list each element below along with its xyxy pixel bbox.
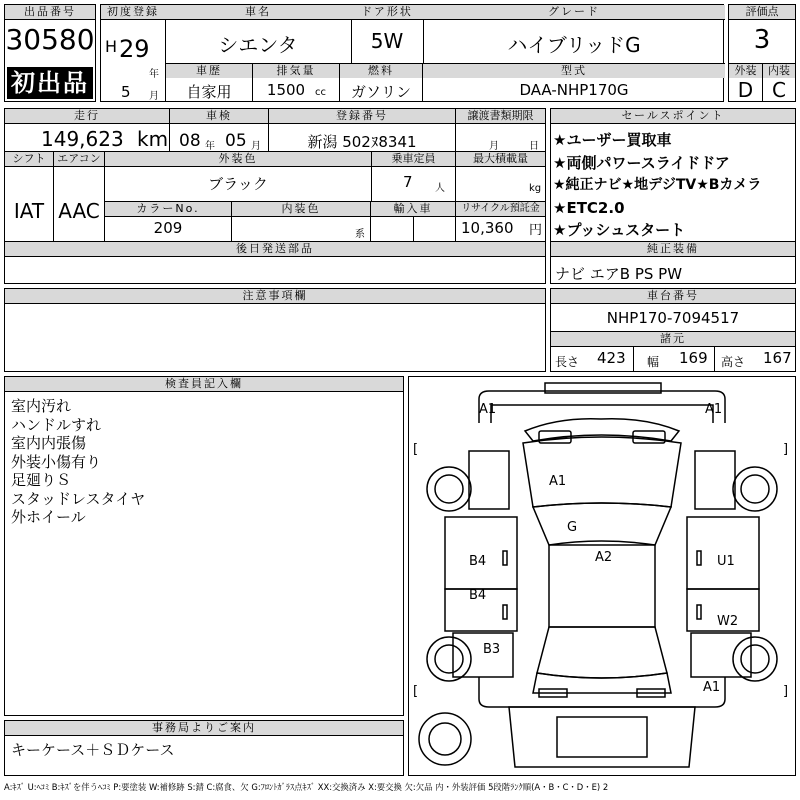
chassis-label: 車台番号 xyxy=(551,289,795,304)
bracket-left: [ xyxy=(413,442,419,457)
mark-left-front-door: B4 xyxy=(469,554,487,569)
height: 167 xyxy=(763,349,792,367)
year-unit: 年 xyxy=(149,69,159,80)
score-block xyxy=(728,4,796,102)
ac-label: エアコン xyxy=(54,152,104,166)
history: 自家用 xyxy=(186,83,232,101)
model: DAA-NHP170G xyxy=(519,81,629,99)
history-label: 車歴 xyxy=(166,64,252,78)
oem-equipment-label: 純正装備 xyxy=(551,242,795,257)
recycle-label: リサイクル預託金 xyxy=(456,202,545,216)
office-note: キーケース＋ＳＤケース xyxy=(11,741,175,759)
mark-rear-right: A1 xyxy=(703,680,721,695)
bracket-right: ] xyxy=(783,684,789,699)
sales-point-item: ★プッシュスタート xyxy=(553,221,686,239)
interior-label: 内装 xyxy=(763,64,795,78)
chassis-block xyxy=(550,288,796,372)
width-label: 幅 xyxy=(647,355,660,369)
capacity: 7 xyxy=(403,173,413,191)
mileage: 149,623 xyxy=(41,127,124,151)
inspector-note: 室内内張傷 xyxy=(11,434,87,452)
exterior-label: 外装 xyxy=(729,64,762,78)
shift: IAT xyxy=(13,199,45,223)
mark-roof: A2 xyxy=(595,550,613,565)
plate-label: 登録番号 xyxy=(269,109,455,123)
door-label: ドア形状 xyxy=(351,5,423,19)
inspector-note: 室内汚れ xyxy=(11,397,72,415)
load-label: 最大積載量 xyxy=(456,152,545,166)
sales-points-label: セールスポイント xyxy=(551,109,795,124)
later-parts-label: 後日発送部品 xyxy=(5,242,545,257)
notes-label: 注意事項欄 xyxy=(5,289,545,304)
bracket-left: [ xyxy=(413,684,419,699)
first-listing-badge: 初出品 xyxy=(7,67,93,99)
grade-label: グレード xyxy=(423,5,725,19)
wheel-rear-right xyxy=(733,637,777,681)
fuel: ガソリン xyxy=(350,83,411,101)
right-front-door-outline xyxy=(687,517,759,589)
first-reg-month: 5 xyxy=(121,83,131,101)
door-type: 5W xyxy=(370,29,404,53)
exterior-grade: D xyxy=(737,78,754,102)
wheel-front-right xyxy=(733,467,777,511)
transfer-label: 譲渡書類期限 xyxy=(456,109,545,123)
inspection-year: 08 xyxy=(179,131,201,151)
displacement-unit: cc xyxy=(315,87,326,98)
wheel-rear-left xyxy=(427,637,471,681)
mark-right-rear-door: W2 xyxy=(717,614,739,629)
inspector-notes xyxy=(11,397,145,527)
transfer-day-unit: 日 xyxy=(529,141,539,152)
sales-point-item: ★両側パワースライドドア xyxy=(553,153,730,172)
interior-grade: C xyxy=(772,78,786,102)
capacity-unit: 人 xyxy=(435,183,445,194)
inspector-note: 外ホイール xyxy=(11,508,86,526)
color-no-label: カラーNo. xyxy=(105,202,231,216)
car-name: シエンタ xyxy=(218,33,298,57)
grade: ハイブリッドG xyxy=(507,33,641,57)
sales-point-item: ★純正ナビ★地デジTV★Bカメラ xyxy=(553,177,762,193)
mark-front-left: A1 xyxy=(479,402,497,417)
int-color-label: 内装色 xyxy=(232,202,370,216)
mark-right-front-door: U1 xyxy=(717,554,735,569)
plate-number: 新潟 502ﾇ8341 xyxy=(307,133,417,151)
ext-color-label: 外装色 xyxy=(105,152,371,166)
main-header-table xyxy=(100,4,724,102)
era-prefix: H xyxy=(105,37,118,56)
color-no: 209 xyxy=(153,219,183,237)
inspector-block xyxy=(4,376,404,716)
inspection-label: 車検 xyxy=(170,109,268,123)
inspection-month: 05 xyxy=(225,131,247,151)
width: 169 xyxy=(679,349,708,367)
mark-windshield: G xyxy=(567,520,578,535)
month-unit: 月 xyxy=(149,91,159,102)
ext-color: ブラック xyxy=(208,175,268,193)
length: 423 xyxy=(597,349,626,367)
chassis-number: NHP170-7094517 xyxy=(606,309,740,327)
capacity-label: 乗車定員 xyxy=(372,152,455,166)
mark-hood: A1 xyxy=(549,474,567,489)
notes-block xyxy=(4,288,546,372)
mark-front-right: A1 xyxy=(705,402,723,417)
score-label: 評価点 xyxy=(729,5,795,19)
recycle-fee: 10,360 xyxy=(461,219,514,237)
office-block xyxy=(4,720,404,776)
lot-number-label: 出品番号 xyxy=(5,5,95,20)
car-name-label: 車名 xyxy=(165,5,351,19)
inspector-note: 足廻りＳ xyxy=(11,471,72,489)
dimensions-label: 諸元 xyxy=(551,332,795,347)
int-color-unit: 系 xyxy=(355,229,365,240)
sales-point-item: ★ユーザー買取車 xyxy=(553,131,672,149)
sales-points-block xyxy=(550,108,796,284)
mark-left-rear-door: B4 xyxy=(469,588,487,603)
model-label: 型式 xyxy=(423,64,725,78)
length-label: 長さ xyxy=(555,355,580,369)
import-label: 輸入車 xyxy=(371,202,455,216)
rear-window-outline xyxy=(537,627,667,678)
oem-equipment: ナビ エアB PS PW xyxy=(555,265,683,283)
lot-number: 30580 xyxy=(5,23,95,56)
sales-points-list xyxy=(553,129,797,242)
inspector-note: ハンドルすれ xyxy=(11,415,102,434)
spare-wheel xyxy=(419,713,471,765)
mileage-unit: km xyxy=(137,127,169,151)
damage-legend: A:ｷｽﾞ U:ﾍｺﾐ B:ｷｽﾞを伴うﾍｺﾐ P:要塗装 W:補修跡 S:錆 C:腐食、欠 G:ﾌﾛﾝﾄｶﾞﾗｽ点ｷｽﾞ XX:交換済み X:要交換 欠:欠品 内・外装評価 5段階ﾗﾝｸ順(A・B・C・D・E) 2 xyxy=(4,782,609,792)
shift-label: シフト xyxy=(5,152,53,166)
later-parts-block xyxy=(4,242,546,284)
sales-point-item: ★ETC2.0 xyxy=(553,198,625,217)
inspection-year-unit: 年 xyxy=(205,141,215,152)
car-diagram xyxy=(408,376,796,776)
mileage-label: 走行 xyxy=(5,109,169,123)
score: 3 xyxy=(753,25,771,55)
inspector-label: 検査員記入欄 xyxy=(5,377,403,392)
height-label: 高さ xyxy=(721,355,746,369)
front-bumper-outline xyxy=(479,391,725,423)
car-outline-svg xyxy=(409,377,795,775)
first-reg-year: 29 xyxy=(119,35,150,63)
inspection-month-unit: 月 xyxy=(251,141,261,152)
office-label: 事務局よりご案内 xyxy=(5,721,403,736)
bracket-right: ] xyxy=(783,442,789,457)
left-front-door-outline xyxy=(445,517,517,589)
displacement-label: 排気量 xyxy=(253,64,339,78)
wheel-front-left xyxy=(427,467,471,511)
lot-number-block xyxy=(4,4,96,102)
mark-left-rear-fender: B3 xyxy=(483,642,501,657)
ac: AAC xyxy=(58,199,100,223)
windshield-outline xyxy=(533,503,671,545)
recycle-unit: 円 xyxy=(529,223,543,238)
rear-bumper-outline xyxy=(479,677,725,707)
transfer-month-unit: 月 xyxy=(489,141,499,152)
load-unit: kg xyxy=(529,183,542,194)
displacement: 1500 xyxy=(266,81,306,99)
vehicle-info-table xyxy=(4,108,546,242)
hood-outline xyxy=(523,437,681,507)
first-reg-label: 初度登録 xyxy=(101,5,165,19)
fuel-label: 燃料 xyxy=(340,64,422,78)
inspector-note: スタッドレスタイヤ xyxy=(11,489,146,508)
inspector-note: 外装小傷有り xyxy=(11,452,102,471)
